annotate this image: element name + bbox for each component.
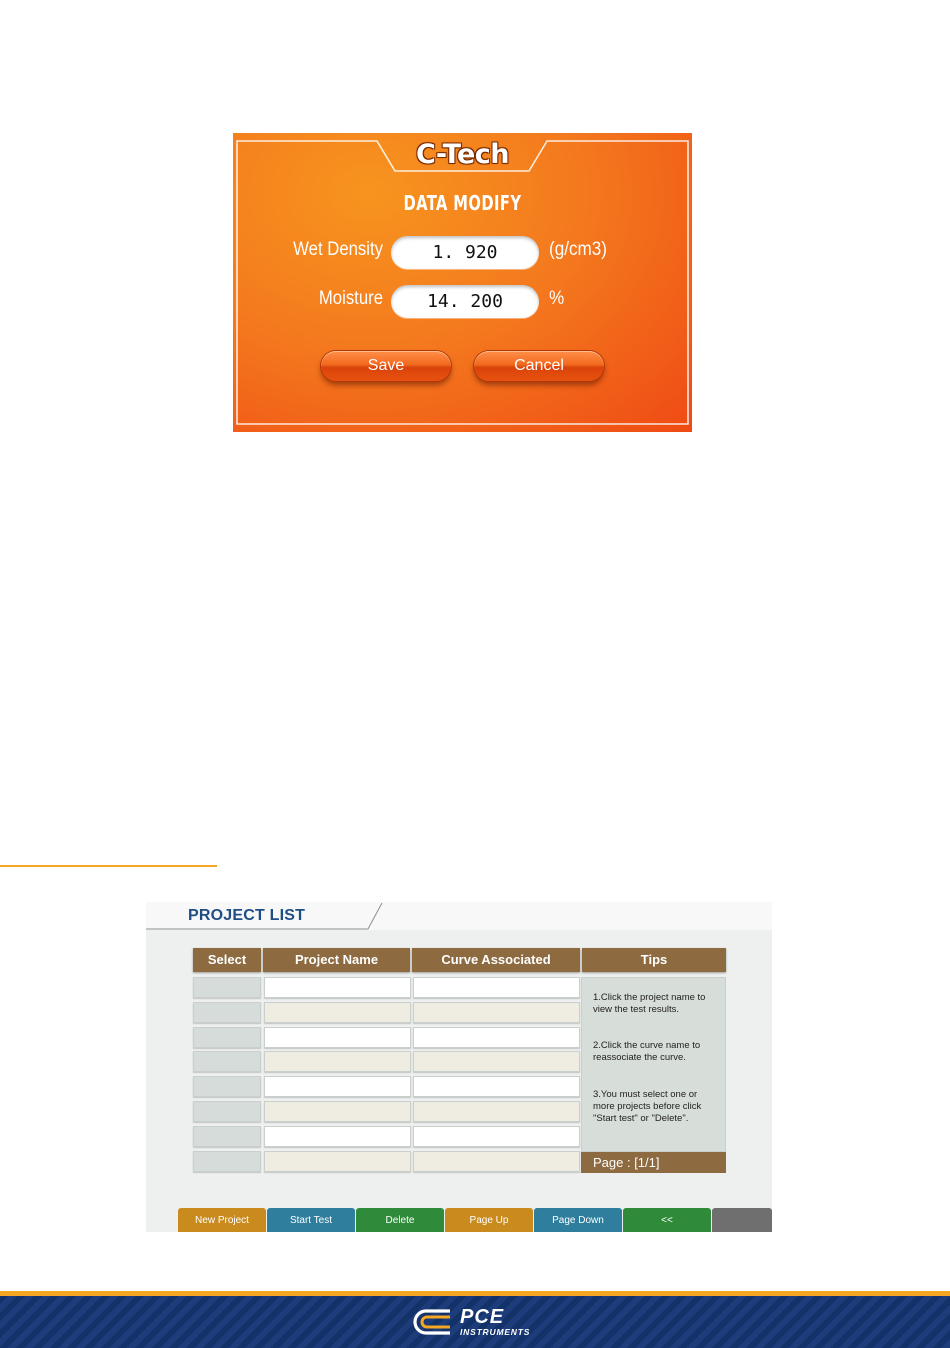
project-name-cell[interactable]	[264, 1101, 411, 1122]
tip-2: 2.Click the curve name to reassociate the curve.	[593, 1040, 701, 1063]
moisture-label: Moisture	[318, 288, 383, 309]
curve-associated-cell[interactable]	[413, 1126, 580, 1147]
wet-density-label: Wet Density	[293, 239, 383, 260]
delete-button[interactable]: Delete	[356, 1208, 444, 1232]
dialog-frame	[233, 133, 692, 432]
row-select-cell[interactable]	[193, 1027, 261, 1048]
curve-associated-cell[interactable]	[413, 977, 580, 998]
column-header-tips: Tips	[582, 948, 726, 972]
row-select-cell[interactable]	[193, 1051, 261, 1072]
project-name-cell[interactable]	[264, 1076, 411, 1097]
row-select-cell[interactable]	[193, 1002, 261, 1023]
brand-subtitle: INSTRUMENTS	[460, 1327, 531, 1337]
tips-panel	[581, 977, 726, 1152]
dialog-title: C-Tech	[415, 139, 510, 170]
pce-logo-icon	[410, 1307, 456, 1337]
curve-associated-cell[interactable]	[413, 1027, 580, 1048]
page-down-button[interactable]: Page Down	[534, 1208, 622, 1232]
tip-1: 1.Click the project name to view the test results.	[593, 992, 706, 1015]
wet-density-field[interactable]: 1. 920	[391, 236, 539, 269]
save-button[interactable]: Save	[321, 351, 451, 381]
project-name-cell[interactable]	[264, 1151, 411, 1172]
wet-density-unit: (g/cm3)	[549, 239, 607, 260]
section-divider	[0, 865, 217, 867]
back-button[interactable]: <<	[623, 1208, 711, 1232]
project-name-cell[interactable]	[264, 977, 411, 998]
row-select-cell[interactable]	[193, 1101, 261, 1122]
project-name-cell[interactable]	[264, 1051, 411, 1072]
dialog-subtitle: DATA MODIFY	[403, 191, 522, 215]
row-select-cell[interactable]	[193, 977, 261, 998]
cancel-button[interactable]: Cancel	[474, 351, 604, 381]
project-name-cell[interactable]	[264, 1027, 411, 1048]
footer-bar	[0, 1296, 950, 1348]
page-title: PROJECT LIST	[188, 907, 306, 924]
page-up-button[interactable]: Page Up	[445, 1208, 533, 1232]
start-test-button[interactable]: Start Test	[267, 1208, 355, 1232]
moisture-unit: %	[549, 288, 565, 309]
brand-name: PCE	[460, 1306, 505, 1328]
moisture-field[interactable]: 14. 200	[391, 285, 539, 318]
column-header-select: Select	[193, 948, 261, 972]
curve-associated-cell[interactable]	[413, 1051, 580, 1072]
curve-associated-cell[interactable]	[413, 1002, 580, 1023]
row-select-cell[interactable]	[193, 1076, 261, 1097]
curve-associated-cell[interactable]	[413, 1151, 580, 1172]
new-project-button[interactable]: New Project	[178, 1208, 266, 1232]
project-name-cell[interactable]	[264, 1126, 411, 1147]
project-name-cell[interactable]	[264, 1002, 411, 1023]
column-header-project-name: Project Name	[263, 948, 410, 972]
extra-tab-button[interactable]	[712, 1208, 772, 1232]
project-list-screen	[146, 902, 772, 1232]
column-header-curve-associated: Curve Associated	[412, 948, 580, 972]
tip-3: 3.You must select one or more projects before click "Start test" or "Delete".	[593, 1089, 702, 1124]
data-modify-dialog	[233, 133, 692, 432]
row-select-cell[interactable]	[193, 1126, 261, 1147]
curve-associated-cell[interactable]	[413, 1101, 580, 1122]
curve-associated-cell[interactable]	[413, 1076, 580, 1097]
page-indicator: Page : [1/1]	[581, 1152, 726, 1173]
row-select-cell[interactable]	[193, 1151, 261, 1172]
